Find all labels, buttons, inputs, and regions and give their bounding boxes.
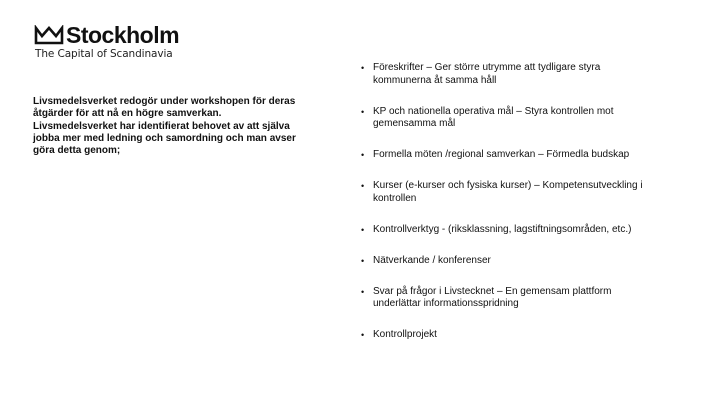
bullet-icon: •: [361, 181, 365, 191]
list-item: [361, 224, 661, 237]
list-item: [361, 62, 661, 87]
list-item: [361, 106, 661, 131]
crown-icon: [34, 25, 64, 45]
stockholm-logo: [34, 24, 194, 60]
list-item: [361, 255, 661, 268]
bullet-icon: •: [361, 255, 365, 266]
bullet-icon: •: [361, 330, 365, 340]
list-item: [361, 149, 661, 162]
list-item-text: KP och nationella operativa mål – Styra kontrollen mot gemensamma mål: [373, 105, 614, 129]
list-item-text: Formella möten /regional samverkan – Förmedla budskap: [373, 149, 630, 160]
bullet-icon: •: [361, 106, 365, 117]
logo-tagline: The Capital of Scandinavia: [35, 48, 173, 60]
intro-paragraph: Livsmedelsverket redogör under workshopen för deras åtgärder för att nå en högre samverkan. Livsmedelsverket har identifierat behovet av att själva jobba mer med ledning och samordning och man avser göra detta genom;: [33, 96, 296, 157]
logo-wordmark: Stockholm: [66, 22, 180, 48]
list-item-text: Föreskrifter – Ger större utrymme att tydligare styra kommunerna åt samma håll: [373, 62, 601, 86]
bullet-icon: •: [361, 224, 365, 235]
bullet-icon: •: [361, 63, 365, 73]
list-item: [361, 286, 661, 311]
list-item-text: Svar på frågor i Livstecknet – En gemensam plattform underlättar informationsspridning: [373, 285, 612, 309]
list-item-text: Nätverkande / konferenser: [373, 254, 491, 266]
bullet-icon: •: [361, 150, 365, 160]
bullet-list: [361, 62, 661, 360]
list-item-text: Kontrollprojekt: [373, 329, 437, 340]
list-item-text: Kurser (e-kurser och fysiska kurser) – Kompetensutveckling i kontrollen: [373, 180, 643, 204]
list-item: [361, 329, 661, 342]
list-item: [361, 180, 661, 205]
logo-row: [34, 24, 194, 46]
list-item-text: Kontrollverktyg - (riksklassning, lagstiftningsområden, etc.): [373, 223, 632, 235]
bullet-icon: •: [361, 286, 365, 297]
